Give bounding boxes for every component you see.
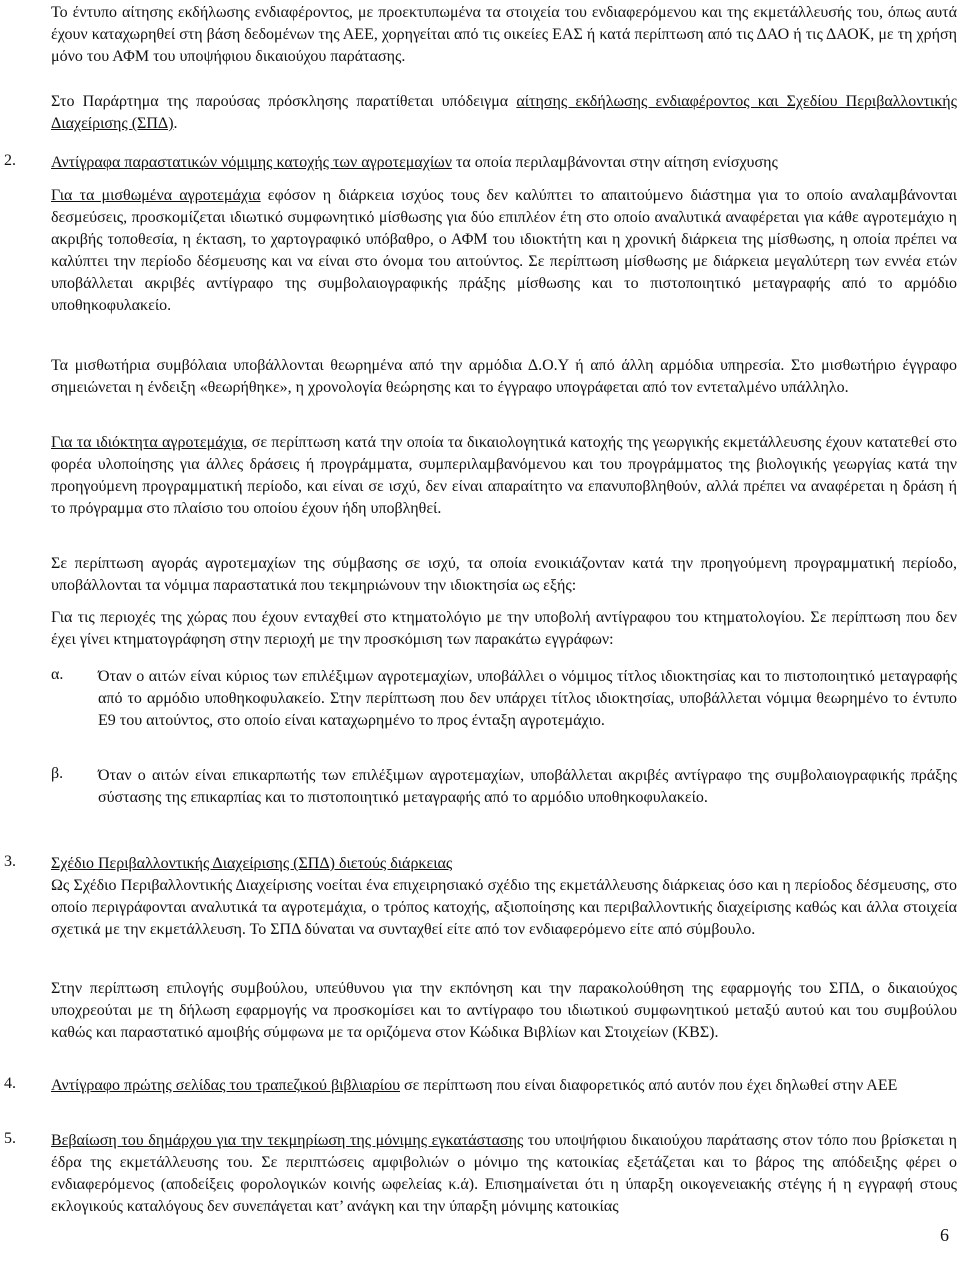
sub-item-b-text: Όταν ο αιτών είναι επικαρπωτής των επιλέξιμων αγροτεμαχίων, υποβάλλεται ακριβές αντίγραφο της συμβολαιογραφικής πράξης σύστασης της επικαρπίας και το πιστοποιητικό μεταγραφής από το αρμόδιο υποθηκοφυλακείο.: [98, 767, 957, 806]
item-3-paragraph-2: Στην περίπτωση επιλογής συμβούλου, υπεύθυνου για την εκπόνηση και την παρακολούθηση της εφαρμογής του ΣΠΔ, ο δικαιούχος υποχρεούται με τη δήλωση εφαρμογής να προσκομίσει και το αντίγραφο του ιδιωτικού συμφωνητικού μεταξύ αυτού και του συμβούλου καθώς και παραστατικό αμοιβής σύμφωνα με τα οριζόμενα στον Κώδικα Βιβλίων και Στοιχείων (ΚΒΣ).: [51, 980, 957, 1041]
item-4-text: [51, 1075, 957, 1097]
sub-item-a-text: Όταν ο αιτών είναι κύριος των επιλέξιμων αγροτεμαχίων, υποβάλλει ο νόμιμος τίτλος ιδιοκτησίας και το πιστοποιητικό μεταγραφής από το αρμόδιο υποθηκοφυλακείο. Στην περίπτωση που δεν υπάρχει τίτλος ιδιοκτησίας, υποβάλλεται νόμιμα θεωρημένο το έντυπο Ε9 του αιτούντος, στο οποίο είναι καταχωρημένο το προς ένταξη αγροτεμάχιο.: [98, 668, 957, 729]
annex-text-end: .: [173, 115, 178, 132]
item-2-title: Αντίγραφα παραστατικών νόμιμης κατοχής των αγροτεμαχίων: [51, 154, 452, 171]
item-2-heading: [51, 152, 957, 174]
cadastre-text: Για τις περιοχές της χώρας που έχουν ενταχθεί στο κτηματολόγιο με την υποβολή αντίγραφου του κτηματολογίου. Σε περίπτωση που δεν έχει γίνει κτηματογράφηση στην περιοχή με την προσκόμιση των παρακάτω εγγράφων:: [51, 609, 957, 648]
owned-parcels-label: Για τα ιδιόκτητα αγροτεμάχια,: [51, 434, 248, 451]
item-3-title: Σχέδιο Περιβαλλοντικής Διαχείρισης (ΣΠΔ) διετούς διάρκειας: [51, 855, 453, 872]
item-4-title: Αντίγραφο πρώτης σελίδας του τραπεζικού βιβλιαρίου: [51, 1077, 401, 1094]
intro-paragraph: [51, 2, 957, 68]
item-4-number: 4.: [4, 1075, 16, 1092]
page-number: 6: [940, 1225, 949, 1245]
leased-parcels-text: εφόσον η διάρκεια ισχύος τους δεν καλύπτει το απαιτούμενο διάστημα για το οποίο αναλαμβάνονται δεσμεύσεις, προσκομίζεται ιδιωτικό συμφωνητικό μίσθωσης για δύο επιπλέον έτη στο οποίο αναλυτικά αναφέρεται για κάθε αγροτεμάχιο η ακριβής τοποθεσία, η έκταση, το χαρτογραφικό υπόβαθρο, ο ΑΦΜ του ιδιοκτήτη και η χρονική διάρκεια της μίσθωσης, η οποία πρέπει να καλύπτει την περίοδο δέσμευσης και να είναι στο όνομα του αιτούντος. Σε περίπτωση μίσθωσης με διάρκεια μεγαλύτερη των εννέα ετών υποβάλλεται ακριβές αντίγραφο της συμβολαιογραφικής πράξης μίσθωσης και το πιστοποιητικό μεταγραφής από το αρμόδιο υποθηκοφυλακείο.: [51, 187, 957, 314]
item-4-rest: σε περίπτωση που είναι διαφορετικός από αυτόν που έχει δηλωθεί στην ΑΕΕ: [400, 1077, 898, 1094]
sub-item-b-label: β.: [51, 765, 64, 782]
item-2-owned-paragraph: [51, 432, 957, 520]
annex-underlined-text: αίτησης εκδήλωσης ενδιαφέροντος και Σχεδίου Περιβαλλοντικής Διαχείρισης (ΣΠΔ): [51, 93, 958, 132]
item-5-text: [51, 1130, 957, 1218]
annex-text: Στο Παράρτημα της παρούσας πρόσκλησης παρατίθεται υπόδειγμα: [51, 93, 517, 110]
item-2-title-rest: τα οποία περιλαμβάνονται στην αίτηση ενίσχυσης: [451, 154, 778, 171]
item-3-number: 3.: [4, 853, 16, 870]
lease-contracts-text: Τα μισθωτήρια συμβόλαια υποβάλλονται θεωρημένα από την αρμόδια Δ.Ο.Υ ή από άλλη αρμόδια υπηρεσία. Στο μισθωτήριο έγγραφο σημειώνεται η ένδειξη «θεωρήθηκε», η χρονολογία θεώρησης και το έγγραφο υπογράφεται από τον εντεταλμένο υπάλληλο.: [51, 357, 957, 396]
sub-item-a-label: α.: [51, 666, 64, 683]
item-2-number: 2.: [4, 152, 16, 169]
owned-parcels-text: σε περίπτωση κατά την οποία τα δικαιολογητικά κατοχής της γεωργικής εκμετάλλευσης έχουν κατατεθεί στο φορέα υλοποίησης για άλλες δράσεις ή προγράμματα, συμπεριλαμβανόμενου και του προγράμματος της βιολογικής γεωργίας κατά την προηγούμενη προγραμματική περίοδο, και είναι σε ισχύ, δεν είναι απαραίτητο να επανυποβληθούν, αλλά πρέπει να αναφέρεται η δράση ή το πρόγραμμα στο πλαίσιο του οποίου έχουν ήδη υποβληθεί.: [51, 434, 957, 517]
item-5-rest: του υποψήφιου δικαιούχου παράτασης στον τόπο που βρίσκεται η έδρα της εκμετάλλευσης του. Σε περιπτώσεις αμφιβολιών ο μόνιμο της κατοικίας εξετάζεται και το βάρος της απόδειξης φέρει ο ενδιαφερόμενος (αποδείξεις φορολογικών κοινής ωφελείας κ.ά). Επισημαίνεται ότι η ύπαρξη οικογενειακής στέγης ή η εγγραφή στους εκλογικούς καταλόγους δεν συνεπάγεται κατ’ ανάγκη και την ύπαρξη μόνιμης κατοικίας: [51, 1132, 957, 1215]
item-2-purchase-paragraph: [51, 553, 957, 597]
item-5-title: Βεβαίωση του δημάρχου για την τεκμηρίωση της μόνιμης εγκατάστασης: [51, 1132, 524, 1149]
item-2-cadastre-paragraph: [51, 607, 957, 651]
annex-paragraph: [51, 91, 957, 135]
intro-text: Το έντυπο αίτησης εκδήλωσης ενδιαφέροντος, με προεκτυπωμένα τα στοιχεία του ενδιαφερόμενου και της εκμετάλλευσής του, όπως αυτά έχουν καταχωρηθεί στη βάση δεδομένων της ΑΕΕ, χορηγείται από τις οικείες ΕΑΣ ή κατά περίπτωση από τις ΔΑΟ ή τις ΔΑΟΚ, με τη χρήση μόνο του ΑΦΜ του υποψήφιου δικαιούχου παράτασης.: [51, 4, 957, 65]
item-3-paragraph-1: Ως Σχέδιο Περιβαλλοντικής Διαχείρισης νοείται ένα επιχειρησιακό σχέδιο της εκμετάλλευσης διάρκειας όσο και η περίοδος δέσμευσης, στο οποίο περιγράφονται αναλυτικά τα αγροτεμάχια, ο τρόπος κατοχής, αξιοποίησης και περιβαλλοντικής διαχείρισης καθώς και άλλα στοιχεία σχετικά με την εκμετάλλευση. Το ΣΠΔ δύναται να συνταχθεί είτε από τον ενδιαφερόμενο είτε από σύμβουλο.: [51, 877, 957, 938]
item-2-leased-paragraph: [51, 185, 957, 317]
item-5-number: 5.: [4, 1130, 16, 1147]
leased-parcels-label: Για τα μισθωμένα αγροτεμάχια: [51, 187, 261, 204]
item-3-heading: [51, 853, 957, 875]
purchase-text: Σε περίπτωση αγοράς αγροτεμαχίων της σύμβασης σε ισχύ, τα οποία ενοικιάζονταν κατά την προηγούμενη προγραμματική περίοδο, υποβάλλονται τα νόμιμα παραστατικά που τεκμηριώνουν την ιδιοκτησία ως εξής:: [51, 555, 957, 594]
item-2-lease-contracts-paragraph: [51, 355, 957, 399]
